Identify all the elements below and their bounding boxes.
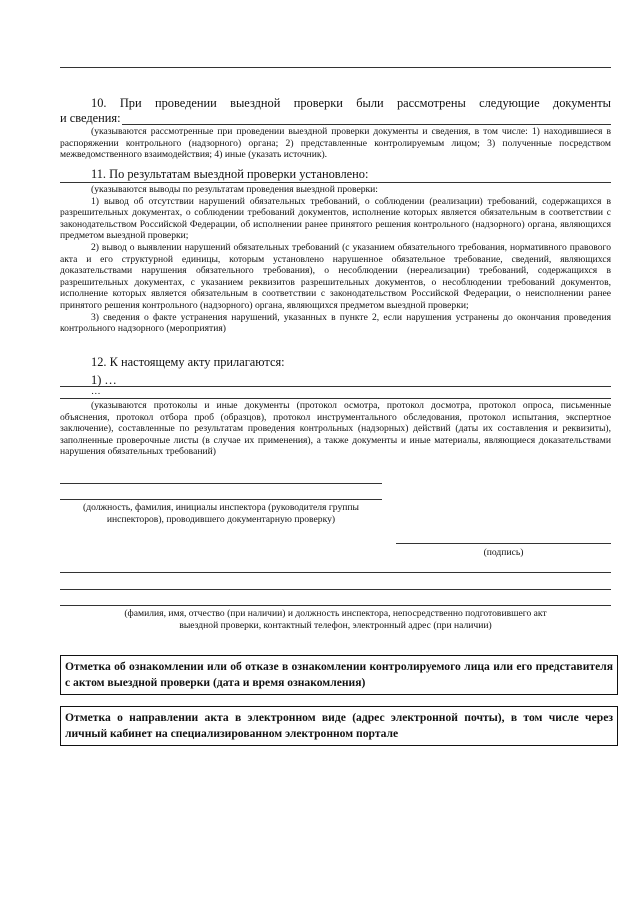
section-11-intro: (указываются выводы по результатам проведения выездной проверки: <box>91 184 378 195</box>
inspector-caption <box>60 502 382 525</box>
section-10-heading-line2: и сведения: <box>60 111 121 125</box>
signature-rule <box>396 543 611 544</box>
section-11-heading: 11. По результатам выездной проверки установлено: <box>91 167 369 181</box>
preparer-caption <box>60 608 611 631</box>
section-10-heading <box>60 96 611 125</box>
preparer-caption-line1: (фамилия, имя, отчество (при наличии) и должность инспектора, непосредственно подготовившего акт <box>124 608 547 619</box>
electronic-delivery-box: Отметка о направлении акта в электронном виде (адрес электронной почты), в том числе через личный кабинет на специализированном электронном портале <box>60 706 618 746</box>
section-12-rule-2 <box>60 398 611 399</box>
section-12-heading: 12. К настоящему акту прилагаются: <box>91 355 285 369</box>
section-10-note: (указываются рассмотренные при проведении выездной проверки документы и сведения, в том числе: 1) находившиеся в распоряжении контрольного (надзорного) органа; 2) представленные контролируемым лицом; 3) полученные посредством межведомственного взаимодействия; 4) иные (указать источник). <box>60 126 611 161</box>
preparer-caption-line2: выездной проверки, контактный телефон, электронный адрес (при наличии) <box>179 619 492 631</box>
inspector-caption-line1: (должность, фамилия, инициалы инспектора (руководителя группы <box>83 502 359 513</box>
signature-label: (подпись) <box>483 547 524 558</box>
section-10-fill-rule <box>122 124 611 125</box>
section-12-ellipsis: … <box>91 386 101 397</box>
section-11-item-3: 3) сведения о факте устранения нарушений, указанных в пункте 2, если нарушения устранены до окончания проведения контрольного надзорного (мероприятия) <box>60 311 611 335</box>
top-rule <box>60 67 611 68</box>
inspector-rule-2 <box>60 499 382 500</box>
preparer-rule-3 <box>60 605 611 606</box>
section-10-heading-line1: 10. При проведении выездной проверки были рассмотрены следующие документы <box>91 96 611 110</box>
inspector-rule-1 <box>60 483 382 484</box>
section-11-item-2: 2) вывод о выявлении нарушений обязательных требований (с указанием обязательного требования, нормативного правового акта и его структурной единицы, которым установлено нарушенное обязательное требование, сведений, являющихся доказательствами нарушения обязательного требования), о несоблюдении (нереализации) требований, содержащихся в разрешительных документах, с указанием реквизитов разрешительных документов, о несоблюдении требований документов, исполнение которых является обязательным в соответствии с законодательством Российской Федерации, о неисполнении ранее принятого решения контрольного (надзорного) органа, являющихся предметом выездной проверки; <box>60 241 611 311</box>
section-12-note: (указываются протоколы и иные документы (протокол осмотра, протокол досмотра, протокол опроса, письменные объяснения, протокол отбора проб (образцов), протокол инструментального обследования, протокол испытания, экспертное заключение), составленные по результатам проведения контрольных (надзорных) действий (даты их составления и реквизиты), заполненные проверочные листы (в случае их применения), а также документы и иные материалы, являющиеся доказательствами нарушения обязательных требований) <box>60 400 611 458</box>
acknowledgement-box: Отметка об ознакомлении или об отказе в ознакомлении контролируемого лица или его представителя с актом выездной проверки (дата и время ознакомления) <box>60 655 618 695</box>
preparer-rule-2 <box>60 589 611 590</box>
section-11-body <box>60 184 611 335</box>
preparer-rule-1 <box>60 572 611 573</box>
section-11-item-1: 1) вывод об отсутствии нарушений обязательных требований, о соблюдении (реализации) требований, содержащихся в разрешительных документах, о соблюдении требований документов, исполнение которых является обязательным в соответствии с законодательством Российской Федерации, об исполнении ранее принятого решения контрольного (надзорного) органа, являющихся предметом выездной проверки; <box>60 195 611 242</box>
inspector-caption-line2: инспекторов), проводившего документарную проверку) <box>106 513 336 525</box>
section-11-rule <box>60 182 611 183</box>
section-12-item-1: 1) … <box>91 373 117 387</box>
